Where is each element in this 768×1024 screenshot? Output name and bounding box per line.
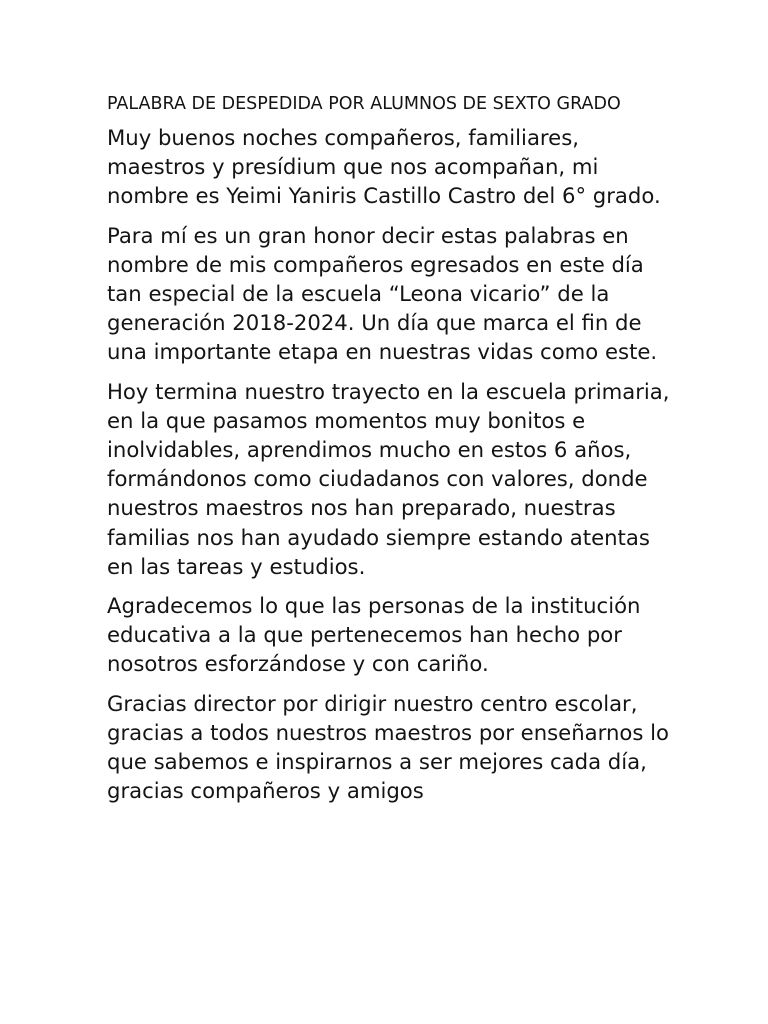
paragraph-honor: Para mí es un gran honor decir estas palabras en nombre de mis compañeros egresados en este día tan especial de la escuela “Leona vicario” de la generación 2018-2024. Un día que marca el fin de una importante etapa en nuestras vidas como este.	[107, 222, 658, 365]
document-title: PALABRA DE DESPEDIDA POR ALUMNOS DE SEXTO GRADO	[107, 94, 621, 114]
paragraph-journey: Hoy termina nuestro trayecto en la escuela primaria, en la que pasamos momentos muy bonitos e inolvidables, aprendimos mucho en estos 6 años, formándonos como ciudadanos con valores, donde nuestros maestros nos han preparado, nuestras familias nos han ayudado siempre estando atentas en las tareas y estudios.	[107, 378, 670, 579]
paragraph-thanks-institution: Agradecemos lo que las personas de la institución educativa a la que pertenecemos han hecho por nosotros esforzándose y con cariño.	[107, 593, 641, 677]
paragraph-greeting: Muy buenos noches compañeros, familiares, maestros y presídium que nos acompañan, mi nombre es Yeimi Yaniris Castillo Castro del 6° grado.	[107, 125, 661, 209]
paragraph-thanks-director: Gracias director por dirigir nuestro centro escolar, gracias a todos nuestros maestros por enseñarnos lo que sabemos e inspirarnos a ser mejores cada día, gracias compañeros y amigos	[107, 690, 669, 804]
document-body	[107, 92, 682, 815]
